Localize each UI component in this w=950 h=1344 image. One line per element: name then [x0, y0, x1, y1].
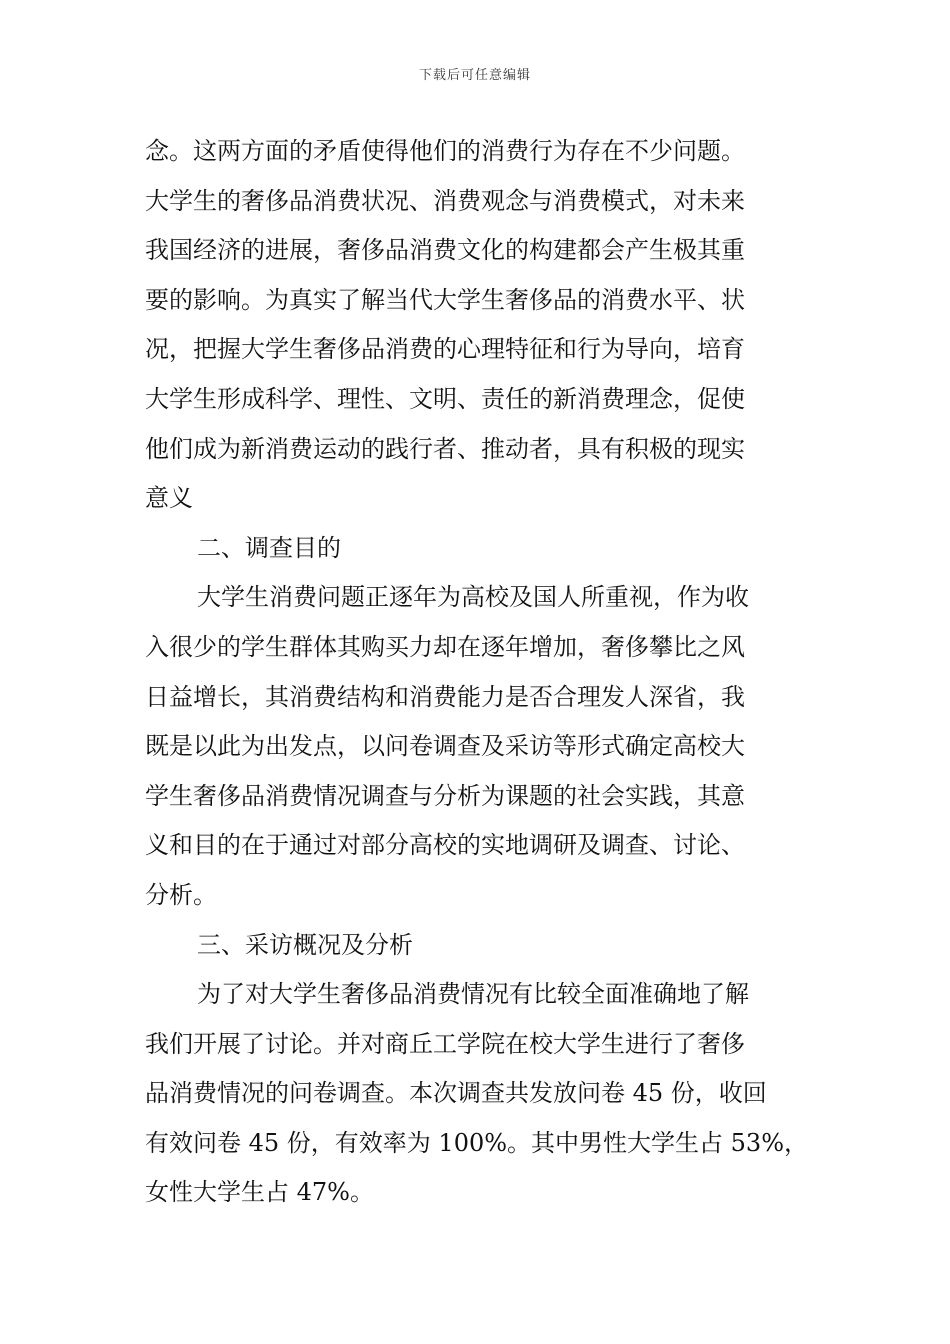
text-line: 念。这两方面的矛盾使得他们的消费行为存在不少问题。 — [145, 137, 745, 165]
page-header: 下载后可任意编辑 — [418, 68, 531, 83]
text-line: 意义 — [145, 484, 193, 513]
text-line: 有效问卷 45 份，有效率为 100%。其中男性大学生占 53%， — [145, 1128, 809, 1157]
text-line: 我们开展了讨论。并对商丘工学院在校大学生进行了奢侈 — [145, 1029, 745, 1058]
text-line: 义和目的在于通过对部分高校的实地调研及调查、讨论、 — [145, 831, 745, 860]
text-line: 日益增长，其消费结构和消费能力是否合理发人深省，我 — [145, 682, 745, 711]
text-line: 况，把握大学生奢侈品消费的心理特征和行为导向，培育 — [145, 335, 745, 364]
text-line: 既是以此为出发点，以问卷调查及采访等形式确定高校大 — [145, 732, 745, 761]
text-line: 为了对大学生奢侈品消费情况有比较全面准确地了解 — [197, 980, 749, 1009]
text-line: 大学生的奢侈品消费状况、消费观念与消费模式，对未来 — [145, 186, 745, 215]
document-body — [145, 127, 809, 1218]
section-heading: 三、采访概况及分析 — [197, 930, 413, 959]
text-line: 品消费情况的问卷调查。本次调查共发放问卷 45 份，收回 — [145, 1079, 767, 1108]
text-line: 学生奢侈品消费情况调查与分析为课题的社会实践，其意 — [145, 781, 745, 810]
section-heading: 二、调查目的 — [197, 533, 341, 562]
text-line: 女性大学生占 47%。 — [145, 1178, 374, 1207]
text-line: 分析。 — [145, 880, 217, 909]
text-line: 他们成为新消费运动的践行者、推动者，具有积极的现实 — [145, 434, 745, 463]
text-line: 入很少的学生群体其购买力却在逐年增加，奢侈攀比之风 — [145, 632, 745, 661]
text-line: 大学生消费问题正逐年为高校及国人所重视，作为收 — [197, 583, 749, 612]
text-line: 要的影响。为真实了解当代大学生奢侈品的消费水平、状 — [145, 285, 745, 314]
text-line: 我国经济的进展，奢侈品消费文化的构建都会产生极其重 — [145, 236, 745, 265]
text-line: 大学生形成科学、理性、文明、责任的新消费理念，促使 — [145, 384, 745, 413]
